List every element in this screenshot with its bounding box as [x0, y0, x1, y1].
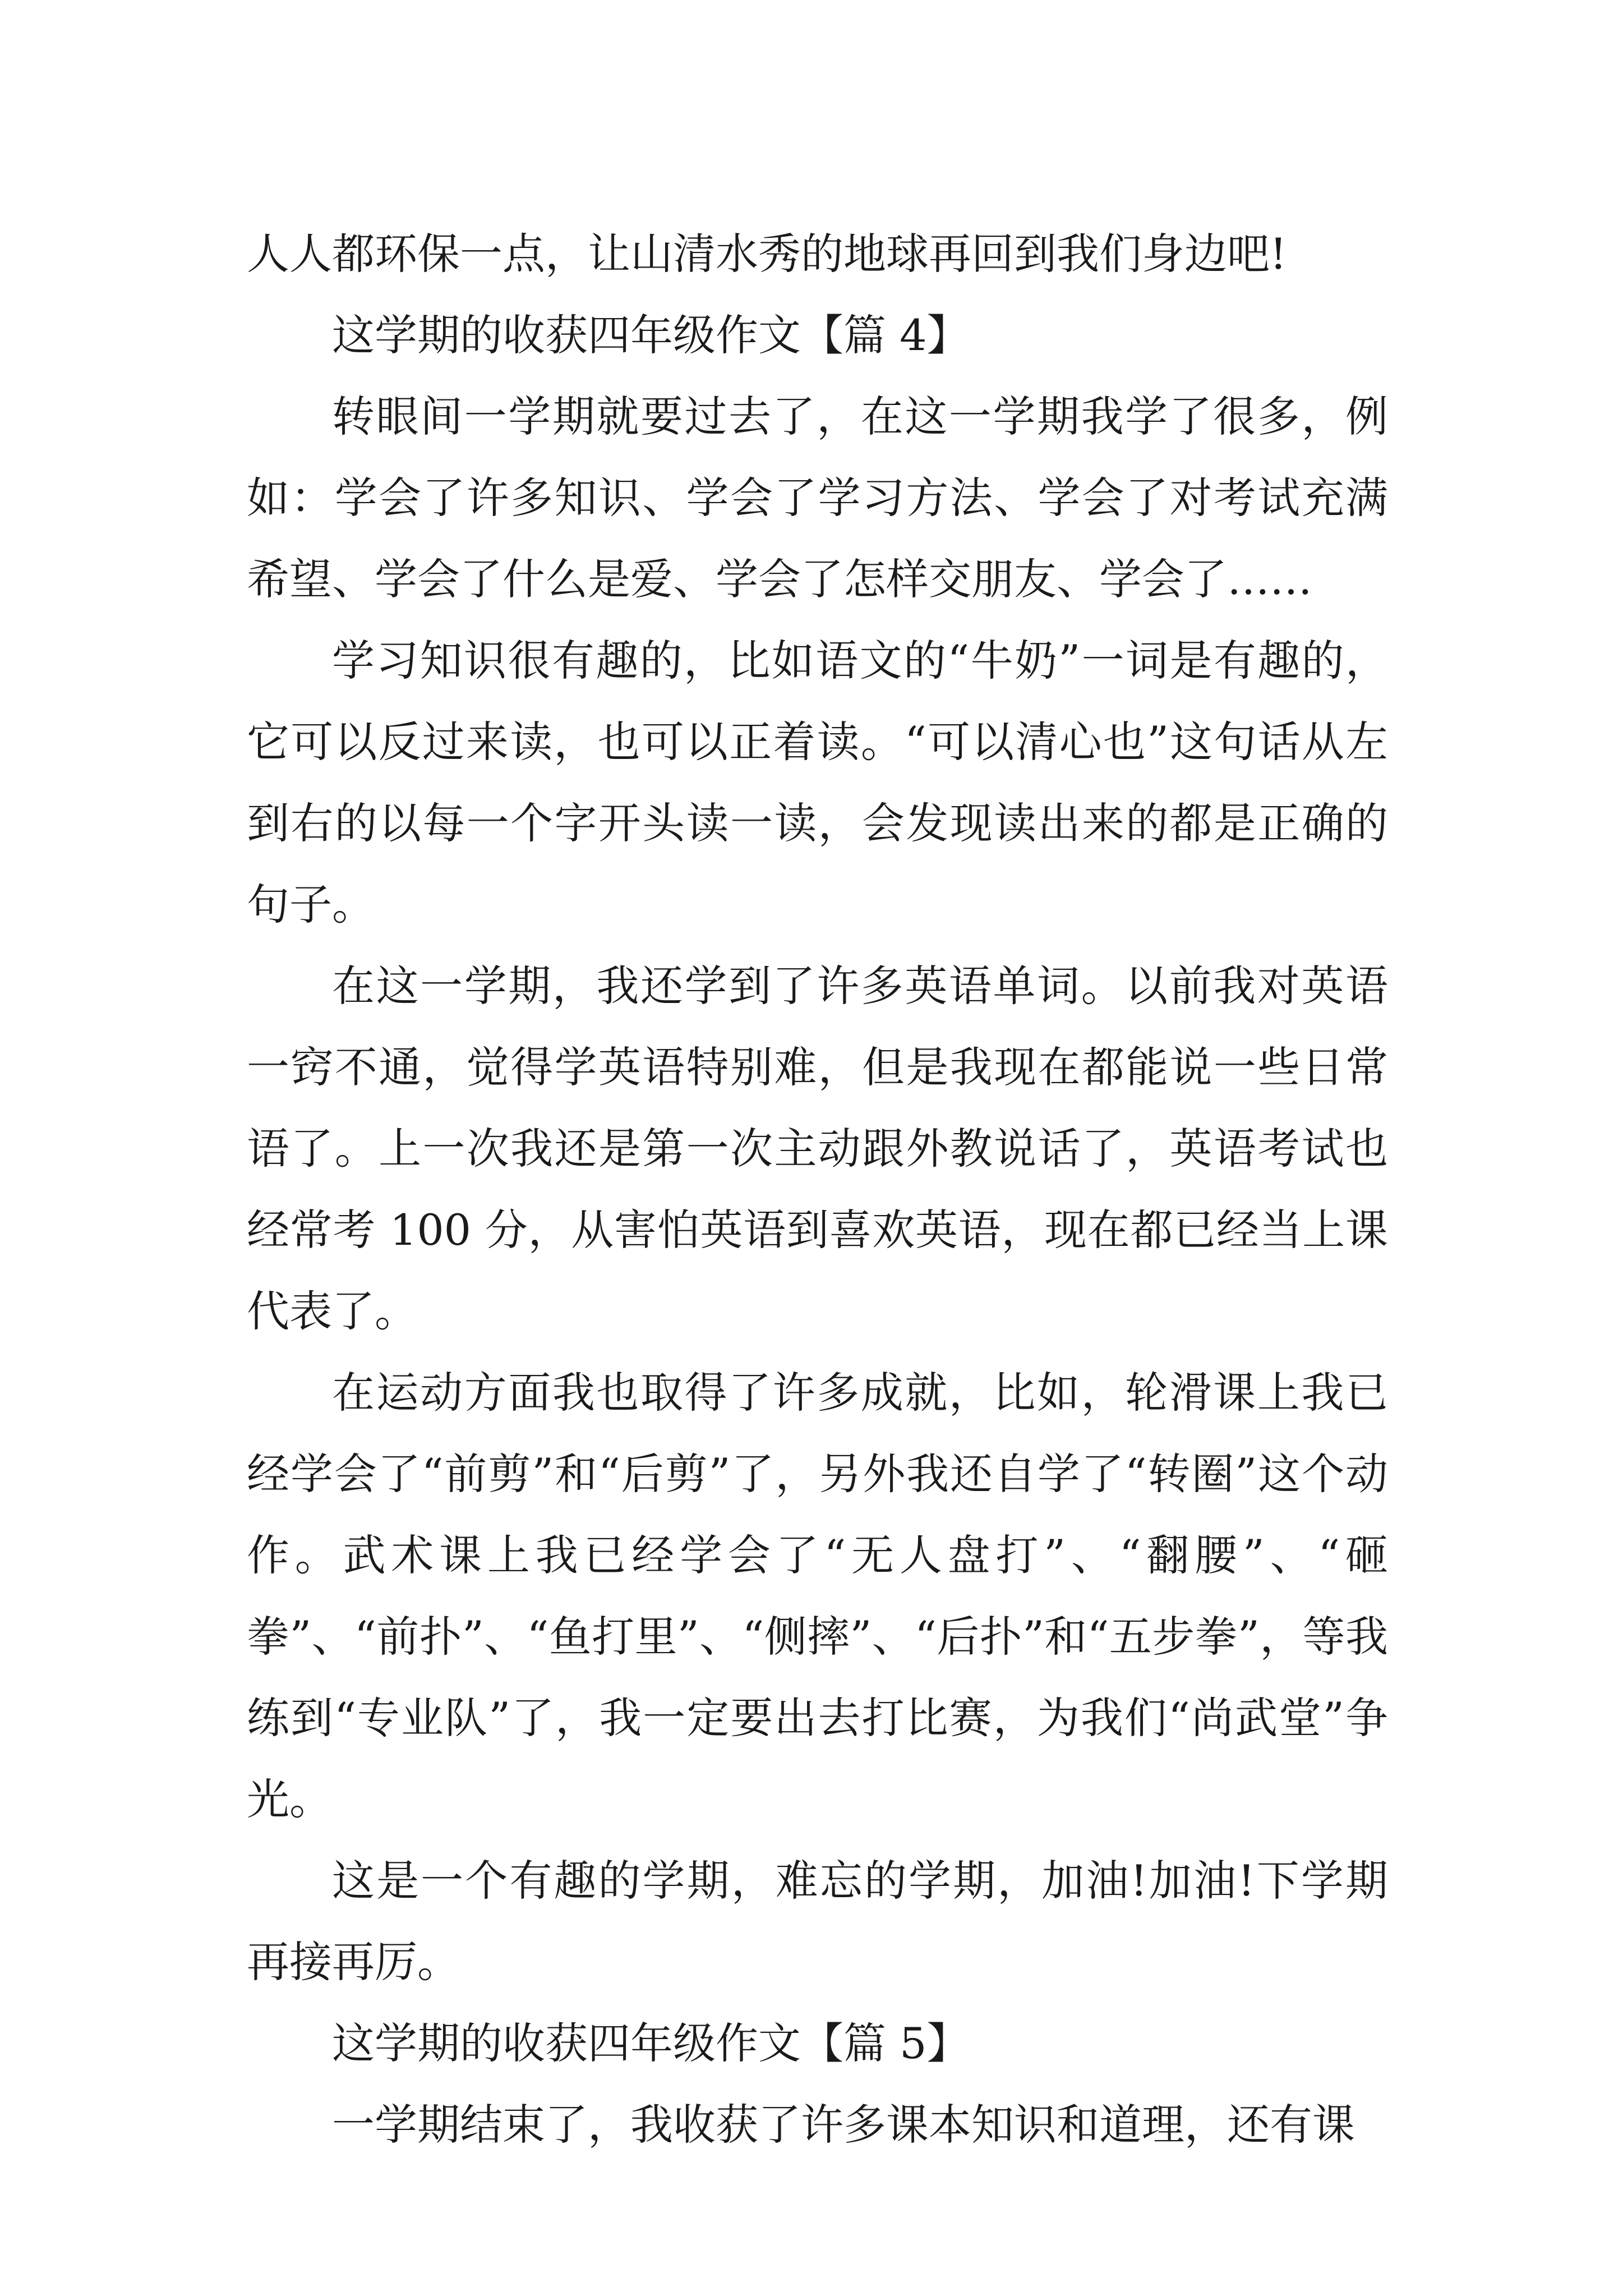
paragraph-closing-line: 人人都环保一点，让山清水秀的地球再回到我们身边吧!: [247, 229, 1287, 279]
section-heading-5: 这学期的收获四年级作文【篇 5】: [332, 2018, 970, 2068]
section-heading-4: 这学期的收获四年级作文【篇 4】: [332, 310, 970, 360]
paragraph: 转眼间一学期就要过去了，在这一学期我学了很多，例如：学会了许多知识、学会了学习方法、学会了对考试充满希望、学会了什么是爱、学会了怎样交朋友、学会了……: [247, 392, 1388, 604]
paragraph: 学习知识很有趣的，比如语文的“牛奶”一词是有趣的，它可以反过来读，也可以正着读。“可以清心也”这句话从左到右的以每一个字开头读一读，会发现读出来的都是正确的句子。: [247, 636, 1388, 930]
paragraph: 在这一学期，我还学到了许多英语单词。以前我对英语一窍不通，觉得学英语特别难，但是我现在都能说一些日常语了。上一次我还是第一次主动跟外教说话了，英语考试也经常考 100 分，从害怕英语到喜欢英语，现在都已经当上课代表了。: [247, 961, 1388, 1336]
paragraph: 一学期结束了，我收获了许多课本知识和道理，还有课: [332, 2100, 1355, 2150]
document-body: [247, 213, 1388, 2165]
paragraph: 这是一个有趣的学期，难忘的学期，加油!加油!下学期再接再厉。: [247, 1856, 1388, 1987]
paragraph: 在运动方面我也取得了许多成就，比如，轮滑课上我已经学会了“前剪”和“后剪”了，另外我还自学了“转圈”这个动作。武术课上我已经学会了“无人盘打”、“翻腰”、“砸拳”、“前扑”、“鱼打里”、“侧摔”、“后扑”和“五步拳”，等我练到“专业队”了，我一定要出去打比赛，为我们“尚武堂”争光。: [247, 1368, 1388, 1824]
